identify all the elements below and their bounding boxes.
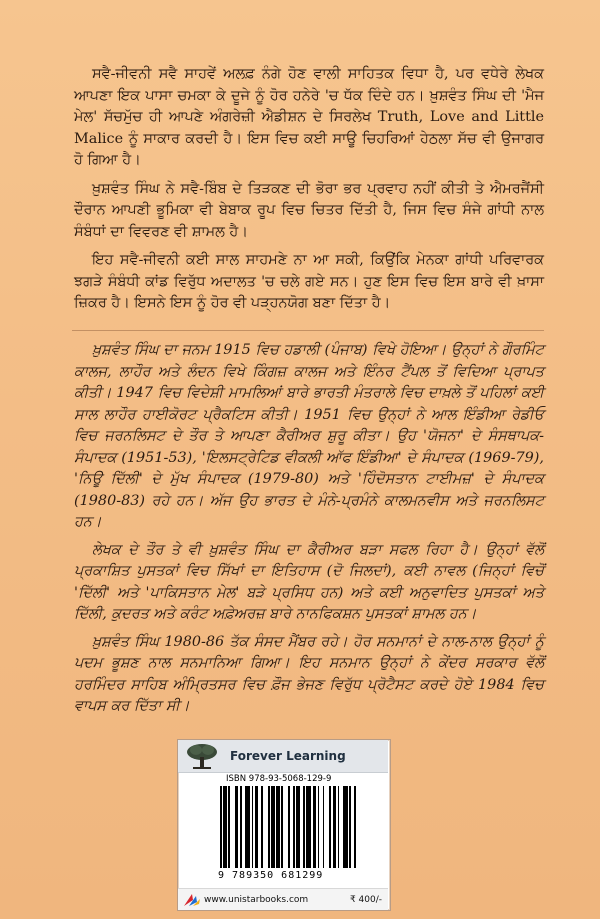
blurb-paragraph: ਖ਼ੁਸ਼ਵੰਤ ਸਿੰਘ ਨੇ ਸਵੈ-ਬਿੰਬ ਦੇ ਤਿੜਕਣ ਦੀ ਭੋਰਾ ਭਰ ਪ੍ਰਵਾਹ ਨਹੀਂ ਕੀਤੀ ਤੇ ਐਮਰਜੈਂਸੀ ਦੌਰਾਨ ਆਪਣੀ ਭੂਮਿਕਾ ਵੀ ਬੇਬਾਕ ਰੂਪ ਵਿਚ ਚਿਤਰ ਦਿੱਤੀ ਹੈ, ਜਿਸ ਵਿਚ ਸੰਜੇ ਗਾਂਧੀ ਨਾਲ ਸੰਬੰਧਾਂ ਦਾ ਵਿਵਰਣ ਵੀ ਸ਼ਾਮਲ ਹੈ। xyxy=(74,180,544,240)
brand-strip xyxy=(178,740,388,773)
bio-paragraph: ਖ਼ੁਸ਼ਵੰਤ ਸਿੰਘ 1980-86 ਤੱਕ ਸੰਸਦ ਮੈਂਬਰ ਰਹੇ। ਹੋਰ ਸਨਮਾਨਾਂ ਦੇ ਨਾਲ-ਨਾਲ ਉਨ੍ਹਾਂ ਨੂੰ ਪਦਮ ਭੂਸ਼ਣ ਨਾਲ ਸਨਮਾਨਿਆ ਗਿਆ। ਇਹ ਸਨਮਾਨ ਉਨ੍ਹਾਂ ਨੇ ਕੇਂਦਰ ਸਰਕਾਰ ਵੱਲੋਂ ਹਰਮਿੰਦਰ ਸਾਹਿਬ ਅੰਮ੍ਰਿਤਸਰ ਵਿਚ ਫ਼ੌਜ ਭੇਜਣ ਵਿਰੁੱਧ ਪ੍ਰੋਟੈਸਟ ਕਰਦੇ ਹੋਏ 1984 ਵਿਚ ਵਾਪਸ ਕਰ ਦਿੱਤਾ ਸੀ। xyxy=(74,633,544,714)
price-label: ₹ 400/- xyxy=(349,894,382,905)
unistar-logo-icon xyxy=(184,894,200,906)
publisher-logo xyxy=(184,894,308,906)
blurb-section xyxy=(74,64,544,322)
barcode-bars xyxy=(220,786,358,868)
blurb-paragraph: ਇਹ ਸਵੈ-ਜੀਵਨੀ ਕਈ ਸਾਲ ਸਾਹਮਣੇ ਨਾ ਆ ਸਕੀ, ਕਿਉਂਕਿ ਮੇਨਕਾ ਗਾਂਧੀ ਪਰਿਵਾਰਕ ਝਗੜੇ ਸੰਬੰਧੀ ਕਾਂਡ ਵਿਰੁੱਧ ਅਦਾਲਤ 'ਚ ਚਲੇ ਗਏ ਸਨ। ਹੁਣ ਇਸ ਵਿਚ ਇਸ ਬਾਰੇ ਵੀ ਖ਼ਾਸਾ ਜ਼ਿਕਰ ਹੈ। ਇਸਨੇ ਇਸ ਨੂੰ ਹੋਰ ਵੀ ਪੜ੍ਹਨਯੋਗ ਬਣਾ ਦਿੱਤਾ ਹੈ। xyxy=(74,252,544,311)
publisher-footer xyxy=(178,888,388,910)
publisher-website: www.unistarbooks.com xyxy=(204,894,309,905)
barcode-panel xyxy=(177,739,391,911)
blurb-paragraph: ਸਵੈ-ਜੀਵਨੀ ਸਵੈ ਸਾਹਵੇਂ ਅਲਫ਼ ਨੰਗੇ ਹੋਣ ਵਾਲੀ ਸਾਹਿਤਕ ਵਿਧਾ ਹੈ, ਪਰ ਵਧੇਰੇ ਲੇਖਕ ਆਪਣਾ ਇਕ ਪਾਸਾ ਚਮਕਾ ਕੇ ਦੂਜੇ ਨੂੰ ਹੋਰ ਹਨੇਰੇ 'ਚ ਧੱਕ ਦਿੰਦੇ ਹਨ। ਖ਼ੁਸ਼ਵੰਤ ਸਿੰਘ ਦੀ 'ਮੈਜ ਮੇਲ' ਸੱਚਮੁੱਚ ਹੀ ਆਪਣੇ ਅੰਗਰੇਜ਼ੀ ਐਡੀਸ਼ਨ ਦੇ ਸਿਰਲੇਖ Truth, Love and Little Malice ਨੂੰ ਸਾਕਾਰ ਕਰਦੀ ਹੈ। ਇਸ ਵਿਚ ਕਈ ਸਾਊ ਚਿਹਰਿਆਂ ਹੇਠਲਾ ਸੱਚ ਵੀ ਉਜਾਗਰ ਹੋ ਗਿਆ ਹੈ। xyxy=(74,66,544,168)
brand-label: Forever Learning xyxy=(230,749,346,763)
barcode-stripe xyxy=(356,786,358,868)
barcode-digits: 9 789350 681299 xyxy=(218,870,324,881)
author-bio-section xyxy=(74,340,544,724)
bio-paragraph: ਖ਼ੁਸ਼ਵੰਤ ਸਿੰਘ ਦਾ ਜਨਮ 1915 ਵਿਚ ਹਡਾਲੀ (ਪੰਜਾਬ) ਵਿਖੇ ਹੋਇਆ। ਉਨ੍ਹਾਂ ਨੇ ਗੌਰਮਿੰਟ ਕਾਲਜ, ਲਾਹੌਰ ਅਤੇ ਲੰਦਨ ਵਿਖੇ ਕਿੰਗਜ਼ ਕਾਲਜ ਅਤੇ ਇੰਨਰ ਟੈਂਪਲ ਤੋਂ ਵਿਦਿਆ ਪ੍ਰਾਪਤ ਕੀਤੀ। 1947 ਵਿਚ ਵਿਦੇਸ਼ੀ ਮਾਮਲਿਆਂ ਬਾਰੇ ਭਾਰਤੀ ਮੰਤਰਾਲੇ ਵਿਚ ਦਾਖ਼ਲੇ ਤੋਂ ਪਹਿਲਾਂ ਕਈ ਸਾਲ ਲਾਹੌਰ ਹਾਈਕੋਰਟ ਪ੍ਰੈਕਟਿਸ ਕੀਤੀ। 1951 ਵਿਚ ਉਨ੍ਹਾਂ ਨੇ ਆਲ ਇੰਡੀਆ ਰੇਡੀਓ ਵਿਚ ਜਰਨਲਿਸਟ ਦੇ ਤੌਰ ਤੇ ਆਪਣਾ ਕੈਰੀਅਰ ਸ਼ੁਰੂ ਕੀਤਾ। ਉਹ 'ਯੋਜਨਾ' ਦੇ ਸੰਸਥਾਪਕ-ਸੰਪਾਦਕ (1951-53), 'ਇਲਸਟ੍ਰੇਟਿਡ ਵੀਕਲੀ ਆੱਫ ਇੰਡੀਆ' ਦੇ ਸੰਪਾਦਕ (1969-79), 'ਨਿਊ ਦਿੱਲੀ' ਦੇ ਮੁੱਖ ਸੰਪਾਦਕ (1979-80) ਅਤੇ 'ਹਿੰਦੋਸਤਾਨ ਟਾਈਮਜ਼' ਦੇ ਸੰਪਾਦਕ (1980-83) ਰਹੇ ਹਨ। ਅੱਜ ਉਹ ਭਾਰਤ ਦੇ ਮੰਨੇ-ਪ੍ਰਮੰਨੇ ਕਾਲਮਨਵੀਸ ਅਤੇ ਜਰਨਲਿਸਟ ਹਨ। xyxy=(74,342,544,530)
isbn-label: ISBN 978-93-5068-129-9 xyxy=(226,774,332,784)
tree-icon xyxy=(184,742,220,770)
bio-paragraph: ਲੇਖਕ ਦੇ ਤੌਰ ਤੇ ਵੀ ਖ਼ੁਸ਼ਵੰਤ ਸਿੰਘ ਦਾ ਕੈਰੀਅਰ ਬੜਾ ਸਫਲ ਰਿਹਾ ਹੈ। ਉਨ੍ਹਾਂ ਵੱਲੋਂ ਪ੍ਰਕਾਸ਼ਿਤ ਪੁਸਤਕਾਂ ਵਿਚ ਸਿੱਖਾਂ ਦਾ ਇਤਿਹਾਸ (ਦੋ ਜਿਲਦਾਂ), ਕਈ ਨਾਵਲ (ਜਿਨ੍ਹਾਂ ਵਿਚੋਂ 'ਦਿੱਲੀ' ਅਤੇ 'ਪਾਕਿਸਤਾਨ ਮੇਲ' ਬੜੇ ਪ੍ਰਸਿਧ ਹਨ) ਅਤੇ ਕਈ ਅਨੁਵਾਦਿਤ ਪੁਸਤਕਾਂ ਅਤੇ ਦਿੱਲੀ, ਕੁਦਰਤ ਅਤੇ ਕਰੰਟ ਅਫ਼ੇਅਰਜ਼ ਬਾਰੇ ਨਾਨਫਿਕਸ਼ਨ ਪੁਸਤਕਾਂ ਸ਼ਾਮਲ ਹਨ। xyxy=(74,541,544,622)
section-divider xyxy=(72,330,544,331)
